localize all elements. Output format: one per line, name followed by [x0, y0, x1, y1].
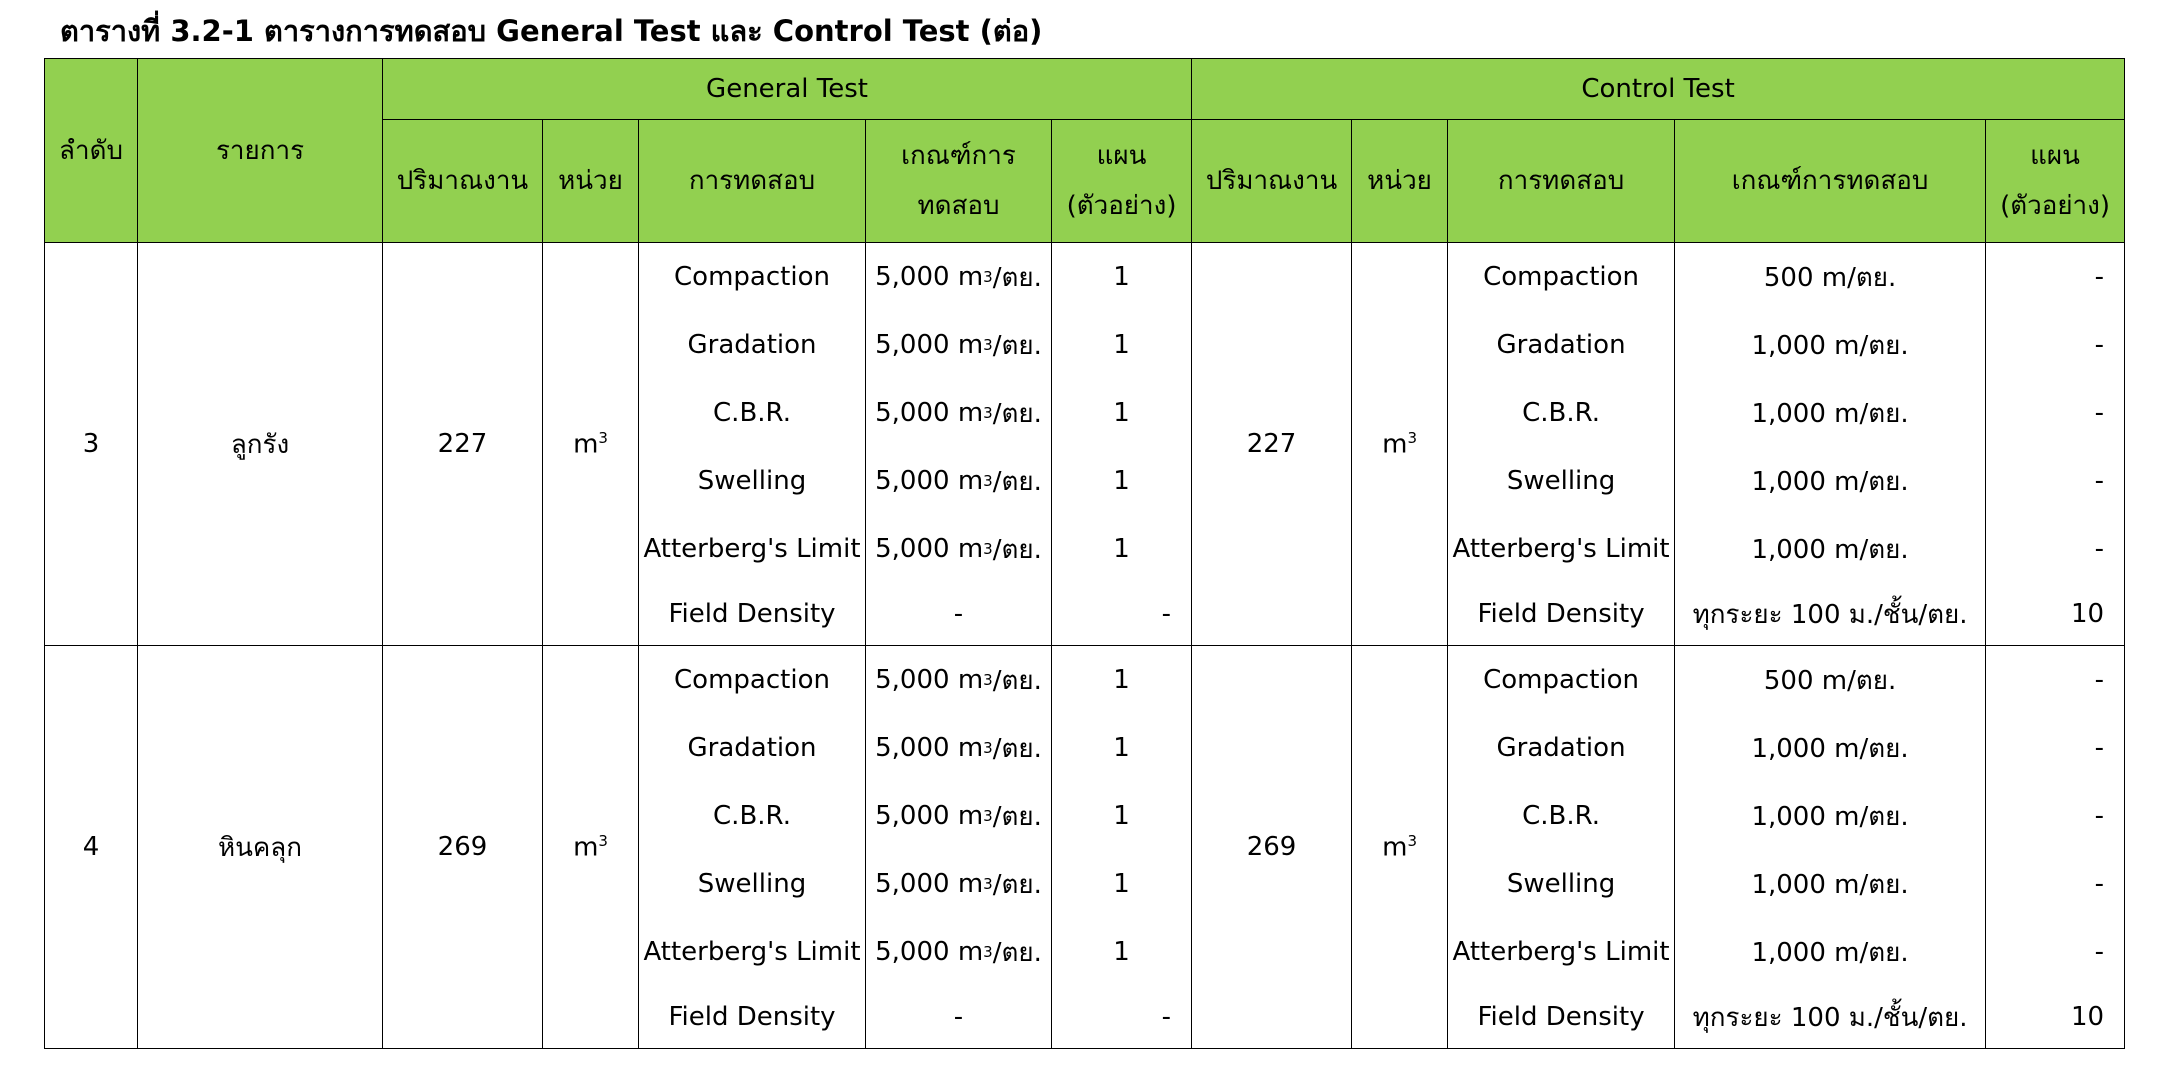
control-tests [1448, 646, 1675, 1049]
general-tests-entry: Atterberg's Limit [643, 534, 861, 564]
control-tests-entry: Gradation [1496, 330, 1626, 360]
control-tests-entry: C.B.R. [1522, 801, 1601, 831]
control-plan-entry: - [2094, 330, 2105, 360]
general-tests-list [639, 646, 865, 1048]
general-plan-entry: 1 [1113, 330, 1130, 360]
test-table [44, 58, 2125, 1049]
criteria-value: - [953, 1002, 964, 1032]
header-general-unit: หน่วย [543, 120, 639, 243]
criteria-exponent: 3 [983, 404, 993, 422]
general-plan [1052, 243, 1192, 646]
control-plan-entry: - [2094, 937, 2105, 967]
general-plan-entry: 1 [1113, 262, 1130, 292]
control-plan-entry: - [2094, 262, 2105, 292]
general-criteria-entry [866, 311, 1051, 379]
unit-base: m [573, 832, 599, 863]
control-tests-entry: Field Density [1477, 1002, 1645, 1032]
criteria-exponent: 3 [983, 540, 993, 558]
criteria-exponent: 3 [983, 739, 993, 757]
table-row [45, 646, 2125, 1049]
unit-exponent: 3 [598, 831, 608, 850]
control-plan-entry: - [2094, 534, 2105, 564]
criteria-value: 5,000 m [875, 869, 984, 899]
general-plan-entry: 1 [1113, 665, 1130, 695]
header-general-criteria [866, 120, 1052, 243]
general-tests [639, 646, 866, 1049]
criteria-value: 5,000 m [875, 733, 984, 763]
criteria-exponent: 3 [983, 943, 993, 961]
criteria-exponent: 3 [983, 336, 993, 354]
table-row [45, 243, 2125, 646]
header-control-test: Control Test [1192, 59, 2125, 120]
criteria-value: 5,000 m [875, 534, 984, 564]
header-control-plan [1986, 120, 2125, 243]
general-tests-entry: C.B.R. [713, 398, 791, 428]
general-plan-entry: 1 [1113, 733, 1130, 763]
header-general-criteria-line1: เกณฑ์การ [901, 141, 1016, 171]
control-criteria-list [1675, 243, 1985, 645]
control-criteria-entry: 1,000 m/ตย. [1751, 466, 1909, 497]
header-control-plan-line1: แผน [2030, 141, 2080, 171]
general-tests-entry: Atterberg's Limit [643, 937, 861, 967]
general-plan-entry: - [1161, 1002, 1172, 1032]
general-criteria-entry [866, 850, 1051, 918]
criteria-suffix: /ตย. [992, 466, 1042, 497]
criteria-suffix: /ตย. [992, 733, 1042, 764]
control-plan-entry: - [2094, 733, 2105, 763]
page-title: ตารางที่ 3.2-1 ตารางการทดสอบ General Test และ Control Test (ต่อ) [60, 14, 1043, 48]
header-general-plan [1052, 120, 1192, 243]
row-item: หินคลุก [138, 646, 383, 1049]
criteria-suffix: /ตย. [992, 262, 1042, 293]
control-tests-entry: Compaction [1483, 262, 1640, 292]
control-criteria-entry: 1,000 m/ตย. [1751, 733, 1909, 764]
header-general-plan-line2: (ตัวอย่าง) [1066, 191, 1177, 221]
row-item: ลูกรัง [138, 243, 383, 646]
row-seq: 4 [45, 646, 138, 1049]
unit-base: m [573, 429, 599, 460]
header-control-unit: หน่วย [1352, 120, 1448, 243]
general-unit-cell [543, 243, 639, 646]
general-criteria-entry [866, 714, 1051, 782]
general-plan-list [1052, 646, 1191, 1048]
general-tests [639, 243, 866, 646]
control-plan [1986, 243, 2125, 646]
control-tests-list [1448, 646, 1674, 1048]
control-tests-entry: Compaction [1483, 665, 1640, 695]
control-tests-entry: Swelling [1506, 869, 1616, 899]
control-criteria-entry: 1,000 m/ตย. [1751, 330, 1909, 361]
criteria-value: 5,000 m [875, 801, 984, 831]
general-tests-entry: Gradation [687, 733, 817, 763]
criteria-value: 5,000 m [875, 398, 984, 428]
control-criteria-entry: 1,000 m/ตย. [1751, 398, 1909, 429]
general-tests-entry: Swelling [697, 869, 807, 899]
criteria-value: 5,000 m [875, 330, 984, 360]
general-tests-entry: Compaction [674, 665, 830, 695]
general-plan-entry: 1 [1113, 534, 1130, 564]
criteria-value: 5,000 m [875, 466, 984, 496]
general-qty-cell: 227 [383, 243, 543, 646]
header-general-criteria-line2: ทดสอบ [917, 191, 1000, 221]
general-plan-entry: 1 [1113, 466, 1130, 496]
control-plan-entry: - [2094, 466, 2105, 496]
control-criteria-entry: 1,000 m/ตย. [1751, 534, 1909, 565]
control-plan-list [1986, 243, 2124, 645]
header-general-qty: ปริมาณงาน [383, 120, 543, 243]
control-tests-entry: Atterberg's Limit [1452, 937, 1670, 967]
criteria-suffix: /ตย. [992, 937, 1042, 968]
header-general-plan-line1: แผน [1096, 141, 1147, 171]
header-general-test: General Test [383, 59, 1192, 120]
general-criteria-entry [866, 515, 1051, 583]
control-criteria-entry: 500 m/ตย. [1763, 665, 1897, 696]
control-plan-entry: 10 [2070, 1002, 2105, 1032]
general-criteria-entry [866, 986, 1051, 1048]
general-criteria [866, 646, 1052, 1049]
control-criteria [1675, 243, 1986, 646]
control-plan-entry: - [2094, 398, 2105, 428]
general-plan-entry: - [1161, 599, 1172, 629]
control-unit-cell [1352, 243, 1448, 646]
control-criteria-entry: 1,000 m/ตย. [1751, 869, 1909, 900]
general-plan [1052, 646, 1192, 1049]
general-criteria-entry [866, 918, 1051, 986]
header-control-plan-line2: (ตัวอย่าง) [2000, 191, 2110, 221]
control-criteria-entry: 1,000 m/ตย. [1751, 937, 1909, 968]
criteria-exponent: 3 [983, 807, 993, 825]
criteria-exponent: 3 [983, 875, 993, 893]
general-criteria-entry [866, 583, 1051, 645]
criteria-value: 5,000 m [875, 665, 984, 695]
general-plan-entry: 1 [1113, 801, 1130, 831]
general-tests-entry: Compaction [674, 262, 830, 292]
header-control-test-name: การทดสอบ [1448, 120, 1675, 243]
criteria-suffix: /ตย. [992, 534, 1042, 565]
general-plan-entry: 1 [1113, 398, 1130, 428]
control-tests [1448, 243, 1675, 646]
control-criteria-list [1675, 646, 1985, 1048]
general-tests-entry: Swelling [697, 466, 807, 496]
criteria-exponent: 3 [983, 472, 993, 490]
control-criteria-entry: 1,000 m/ตย. [1751, 801, 1909, 832]
unit-exponent: 3 [1407, 831, 1417, 850]
general-unit-cell [543, 646, 639, 1049]
control-unit-cell [1352, 646, 1448, 1049]
criteria-suffix: /ตย. [992, 398, 1042, 429]
control-plan [1986, 646, 2125, 1049]
header-control-qty: ปริมาณงาน [1192, 120, 1352, 243]
control-criteria [1675, 646, 1986, 1049]
general-plan-entry: 1 [1113, 869, 1130, 899]
general-criteria-entry [866, 782, 1051, 850]
unit-exponent: 3 [598, 428, 608, 447]
control-plan-entry: - [2094, 665, 2105, 695]
control-plan-entry: - [2094, 801, 2105, 831]
row-seq: 3 [45, 243, 138, 646]
control-qty-cell: 227 [1192, 243, 1352, 646]
general-criteria-list [866, 243, 1051, 645]
unit-base: m [1382, 429, 1408, 460]
criteria-suffix: /ตย. [992, 665, 1042, 696]
unit-exponent: 3 [1407, 428, 1417, 447]
general-qty-cell: 269 [383, 646, 543, 1049]
general-plan-list [1052, 243, 1191, 645]
control-criteria-entry: 500 m/ตย. [1763, 262, 1897, 293]
control-tests-entry: Atterberg's Limit [1452, 534, 1670, 564]
criteria-value: 5,000 m [875, 937, 984, 967]
general-criteria-entry [866, 379, 1051, 447]
unit-base: m [1382, 832, 1408, 863]
header-item: รายการ [138, 59, 383, 243]
general-criteria-entry [866, 646, 1051, 714]
general-criteria-list [866, 646, 1051, 1048]
control-tests-list [1448, 243, 1674, 645]
general-tests-entry: Field Density [668, 599, 836, 629]
control-tests-entry: C.B.R. [1522, 398, 1601, 428]
control-tests-entry: Swelling [1506, 466, 1616, 496]
general-tests-entry: C.B.R. [713, 801, 791, 831]
control-plan-entry: - [2094, 869, 2105, 899]
general-tests-list [639, 243, 865, 645]
control-criteria-entry: ทุกระยะ 100 ม./ชั้น/ตย. [1692, 1002, 1968, 1033]
general-plan-entry: 1 [1113, 937, 1130, 967]
criteria-value: 5,000 m [875, 262, 984, 292]
control-tests-entry: Field Density [1477, 599, 1645, 629]
control-tests-entry: Gradation [1496, 733, 1626, 763]
criteria-exponent: 3 [983, 268, 993, 286]
criteria-suffix: /ตย. [992, 869, 1042, 900]
general-criteria-entry [866, 447, 1051, 515]
control-criteria-entry: ทุกระยะ 100 ม./ชั้น/ตย. [1692, 599, 1968, 630]
criteria-suffix: /ตย. [992, 801, 1042, 832]
control-qty-cell: 269 [1192, 646, 1352, 1049]
control-plan-entry: 10 [2070, 599, 2105, 629]
general-criteria-entry [866, 243, 1051, 311]
criteria-suffix: /ตย. [992, 330, 1042, 361]
criteria-value: - [953, 599, 964, 629]
header-control-criteria: เกณฑ์การทดสอบ [1675, 120, 1986, 243]
criteria-exponent: 3 [983, 671, 993, 689]
general-criteria [866, 243, 1052, 646]
general-tests-entry: Field Density [668, 1002, 836, 1032]
general-tests-entry: Gradation [687, 330, 817, 360]
header-general-test-name: การทดสอบ [639, 120, 866, 243]
header-seq: ลำดับ [45, 59, 138, 243]
control-plan-list [1986, 646, 2124, 1048]
